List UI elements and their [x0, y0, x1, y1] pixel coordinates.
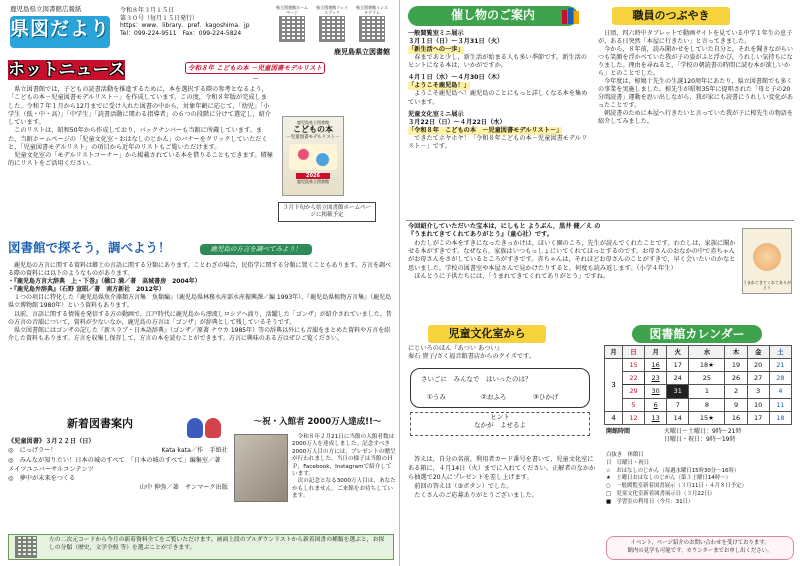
quiz-intro: にじいろのほん『あつい あつい』 — [408, 345, 503, 352]
search-section-title: 図書館で探そう，調べよう！ — [8, 240, 171, 255]
staff-body: 日頃，四六時中タブレットで動画サイトを見ている中学１年生の息子が，ある日突然「本屋に行きたい」と言ってきました。 今から，８年前，読み聞かせをしていた自分と，それを聞きながらいつも笑顔を浮かべていた我が子の姿がふと浮かび，うれしい気持ちになりました。理由を尋ねると，「学校の朝読書の時間に読む本が欲しいから」とのことでした。 今年度は，椋鳩十先生の生誕120周年にあたり，県立図書館でも多くの事業を実施しました。椋先生が昭和35年に提唱された「母と子の20分間読書」運動を思い出しながら，我が家にも読書にうれしい変化があったことです。 朝読書のために本屋へ行きたいと言っていた我が子に椋先生の物語を紹介してみました。 — [598, 30, 793, 126]
quiz-header — [408, 345, 608, 365]
new-books-footer — [8, 534, 394, 560]
new-books-footer-text: 左の二次元コードから今月の新着資料全てをご覧いただけます。画面上段のプルダウンリストから新着図書の種類を選ぶと，お探しの分類（歴史，文学全般 等）を選ぶことができます。 — [49, 537, 385, 551]
cal-day[interactable]: 17 — [667, 359, 689, 372]
exhibit-label: 児童文化室ミニ展示 — [408, 110, 464, 118]
quiz-choice[interactable]: ③ひかげ — [533, 393, 559, 401]
quiz-answer-instructions: 答えは，自分の名前，利用者カード番号を書いて，児童文化室にある箱に，４月14日（火）までに入れてください。正解者のなかから抽選で20人にプレゼントを差し上げます。 — [408, 456, 596, 481]
qr-label-facebook: 県立図書館フェイスブック — [316, 5, 348, 15]
quiz-previous-answer: 前回の答えは（③ボタン）でした。 — [408, 482, 513, 490]
cal-day[interactable]: 2 — [725, 385, 747, 398]
cover-foot: 鹿児島県立図書館 — [297, 178, 329, 184]
exhibit-period: ４月１日（水）～４月30日（木） — [408, 74, 504, 82]
book-title: ◎ 夢中が未来をつくる — [8, 475, 76, 483]
doll-icon — [187, 418, 203, 438]
publisher-label: 鹿児島県立図書館広報紙 — [10, 5, 82, 13]
cal-day[interactable]: 28 — [769, 372, 791, 385]
cover-org: 鹿児島県立図書館 — [297, 120, 329, 125]
legend-item: 白抜き 休館日 — [606, 452, 644, 458]
search-body-2: 以前，言語に関する情報を発信する方の動画で，江戸時代に鹿児島から漂流しロシアへ渡り，活躍した「ゴンザ」が紹介されていました。昔の方言の音韻について，資料が少ないなか，鹿児島の方言は「ゴンザ」が辞典として残しているそうです。 — [8, 310, 392, 326]
list-item[interactable] — [8, 456, 228, 475]
cal-day[interactable]: 22 — [622, 372, 644, 385]
visitor-photo — [234, 434, 288, 502]
legend-item: ○ 一般閲覧室新着図書展示（３月11日・４月８日予定） — [606, 483, 747, 490]
cal-day[interactable]: 5 — [622, 398, 644, 411]
qr-code-icon[interactable] — [15, 536, 37, 558]
cal-day[interactable]: 13 — [645, 411, 667, 424]
cal-day[interactable]: 21 — [769, 359, 791, 372]
cal-month: ３ — [605, 359, 623, 412]
cal-day[interactable]: 27 — [747, 372, 769, 385]
model-list-cover — [282, 116, 344, 196]
book-title: ◎ にっげラー！ — [8, 447, 57, 455]
masthead-info — [120, 7, 270, 57]
cal-day[interactable]: 18 — [769, 411, 791, 424]
search-section-pill: 鹿児島の方言を調べてみよう！ — [200, 244, 312, 255]
cal-header: 金 — [747, 346, 769, 359]
calendar-note: イベント，ページ紹介のお問い合わせを受けております。 館内の見学も可能です。カウンターまでお申し出ください。 — [606, 536, 794, 560]
exhibit-period: ３月22日（日）～４月22日（水） — [408, 118, 506, 126]
hot-news-body: 県立図書館では，子どもの読書活動を推進するために，本を選択する際の参考となるよう，「こどもの本－児童図書モデルリスト－」を作成しています。この度，令和８年版が完成しました。令和７年１月から12月までに受け入れた図書の中から，対象年齢に応じて，「幼児」「小学生（低・中・高）」「中学生」「読書活動に関わる指導者」の６つの段階に分けて選定し，紹介しています。 このリストは，昭和50年から作成しており，バックナンバーも当館に所蔵しています。また，当館ホームページの「児童文化室・おはなしのじかん」のバナーをクリックしていただくと，「児童図書モデルリスト」の項目から近年のリストもご覧いただけます。 児童文化室の「モデルリストコーナー」から掲載されている本を借りることもできます。積極的にリストをご活用ください。 — [8, 86, 273, 168]
cal-day[interactable]: 15 — [622, 359, 644, 372]
opening-hours — [606, 428, 794, 450]
recommend-section — [408, 223, 738, 323]
list-item[interactable] — [8, 446, 228, 455]
cal-day[interactable]: 15★ — [689, 411, 725, 424]
cal-day[interactable]: 20 — [747, 359, 769, 372]
qr-code-icon[interactable] — [359, 16, 385, 42]
calendar-legend — [606, 452, 794, 534]
baby-illustration — [753, 243, 781, 271]
recommend-book: 『うまれてきてくれてありがとう』（童心社）です。 — [408, 231, 553, 239]
cal-day[interactable]: 8 — [689, 398, 725, 411]
legend-item: ★ 土曜日おはなしのじかん（第３土曜日14時～） — [606, 475, 731, 482]
new-books-date: 《児童図書》３月２２日（日） — [8, 438, 95, 445]
cal-day[interactable]: 3 — [747, 385, 769, 398]
cal-header: 月 — [645, 346, 667, 359]
quiz-box — [410, 368, 590, 408]
search-section-body — [8, 262, 394, 412]
book-item: ・『鹿児島方言大辞典 上・下巻』（橋口 満／著 高城書房 2004年） — [8, 278, 201, 286]
cal-day[interactable]: 29 — [622, 385, 644, 398]
exhibit-theme: 「令和８年 こどもの本 －児童図書モデルリスト－」 — [408, 126, 563, 134]
book-title: ◎ みんなが知りたい！日本の城のすべて 「日本の城のすべて」編集室／著 メイツユニバーサルコンテンツ — [8, 456, 227, 473]
legend-item: 日 日曜日・祝日 — [606, 459, 650, 466]
phone-fax: Tel：099-224-9511 Fax：099-224-5824 — [120, 29, 242, 37]
legend-item: □ 児童文化室新着図書展示日（３月22日） — [606, 491, 715, 498]
newsletter-logo: 県図だより — [10, 16, 110, 48]
cal-day[interactable]: 6 — [645, 398, 667, 411]
hint-box — [410, 412, 590, 436]
cover-title: こどもの本 — [293, 125, 333, 134]
recommend-cover-title: うまれてきてくれてありがとう — [743, 280, 791, 290]
exhibit-desc: ようこそ鹿児島へ！鹿児島のことにもっと詳しくなる本を集めています。 — [408, 90, 588, 106]
legend-item: ☆ おはなしのじかん（毎週水曜日15時30分～16時） — [606, 467, 740, 474]
list-item[interactable] — [408, 111, 590, 151]
quiz-author: 秦石 貴子/さく福音館書店からのクイズです。 — [408, 352, 535, 360]
exhibit-desc: できたてホヤホヤ！「令和８年こどもの本－児童図書モデルリスト－」です。 — [408, 134, 588, 150]
children-title: 児童文化室から — [428, 325, 546, 343]
search-intro: 鹿児島の方言に関する資料は郷土の言語に関する分類にあります。ことわざの場合，民俗学に関する分類に置くこともあります。方言を調べる際の資料には以下のようなものがあります。 — [8, 262, 392, 278]
cal-day[interactable]: 16 — [645, 359, 667, 372]
cal-header: 火 — [667, 346, 689, 359]
cal-day[interactable]: 17 — [747, 411, 769, 424]
quiz-thanks: たくさんのご応募ありがとうございました。 — [408, 491, 538, 499]
section-divider — [406, 220, 794, 221]
hint-text: なかが よせるよ — [474, 421, 526, 430]
cal-day[interactable]: 9 — [725, 398, 747, 411]
website-url[interactable]: https：www．library．pref．kagoshima．jp — [120, 22, 250, 29]
exhibit-theme: 「ようこそ鹿児島！」 — [408, 82, 470, 90]
qr-code-icon[interactable] — [279, 16, 305, 42]
cal-header: 日 — [622, 346, 644, 359]
calendar-grid — [604, 345, 792, 425]
exhibit-desc: 春まであと少し，新生活が始まる人も多い季節です。新生活のヒントになる本は，いかがですか。 — [408, 54, 587, 70]
hot-news-subtitle: 令和８年 こどもの本 －児童図書モデルリスト－ — [185, 62, 325, 74]
cal-day[interactable]: 23 — [645, 372, 667, 385]
hours-weekday: 火曜日～土曜日：9時～21時 — [664, 428, 742, 435]
staff-title: 職員のつぶやき — [612, 7, 730, 25]
qr-label-instagram: 県立図書館インスタグラム — [356, 5, 388, 15]
cal-day[interactable]: 1 — [689, 385, 725, 398]
visitors-title: ～祝・入館者 2000万人達成!!～ — [253, 417, 382, 427]
calendar-title: 図書館カレンダー — [632, 325, 762, 343]
cover-year: 2026 — [296, 173, 330, 179]
qr-code-icon[interactable] — [319, 16, 345, 42]
cal-header: 木 — [725, 346, 747, 359]
cal-day[interactable]: 19 — [725, 359, 747, 372]
cal-month: ４ — [605, 411, 623, 424]
quiz-choice[interactable]: ①うみ — [427, 393, 446, 401]
hours-holiday: 日曜日・祝日：9時～19時 — [664, 435, 736, 443]
cal-day[interactable]: 14 — [667, 411, 689, 424]
legend-item: ■ 学習室の利用日（今月：31日） — [606, 498, 694, 505]
event-list — [408, 30, 590, 220]
cal-day[interactable]: 30 — [645, 385, 667, 398]
recommend-intro: 今回紹介していただいた宝本は，にしもと ようぶん，黒井 健／え の — [408, 223, 601, 230]
library-name: 鹿児島県立図書館 — [334, 48, 390, 56]
hot-news-title — [8, 60, 178, 82]
cal-day[interactable]: 24 — [667, 372, 689, 385]
cal-day[interactable]: 10 — [747, 398, 769, 411]
quiz-answer-section — [408, 456, 598, 560]
book-author: 山中 伸弥／著 サンマーク出版 — [139, 484, 228, 492]
cover-illustration — [289, 144, 337, 170]
recommend-cover — [742, 228, 792, 294]
cal-header: 土 — [769, 346, 791, 359]
exhibit-theme: 「新生活への一歩」 — [408, 46, 464, 54]
recommend-body: わたしがこの本をすきになったきっかけは，ほいく園のころ，先生が読んでくれたことです。わたしは，家族に聞かせる本がすきです。なぜなら，家族はいつもっしょにいてくれてほっとするのです。お母さんのおなかの中で赤ちゃんがお母さんをさがしているところがすきです。赤ちゃんは，それほどお母さんのことがすきで，早く会いたいのかなと思いました。学校の図書室や本屋さんで見かけたりすると，何度も読み返します。（小学４年生） — [408, 239, 736, 272]
cal-day[interactable]: 31 — [667, 385, 689, 398]
cal-day[interactable]: 7 — [667, 398, 689, 411]
cal-day[interactable]: 18★ — [689, 359, 725, 372]
cal-day[interactable]: 25 — [689, 372, 725, 385]
search-example: １つの項目に特化した『鹿児島県魚介藻類方言集 魚類編』（鹿児島県林務水産部水産振興課／編 1993年），『鹿児島県植物方言集』（鹿児島県立博物館 1980年）という資料もあります。 — [8, 294, 392, 310]
issue-number: 第３０号（毎月１５日発行） — [120, 14, 199, 22]
exhibit-label: 一般閲覧室ミニ展示 — [408, 30, 464, 37]
book-author: Kata kata／作 手紙社 — [161, 447, 228, 455]
cal-day[interactable]: 4 — [769, 385, 791, 398]
cal-day[interactable]: 16 — [725, 411, 747, 424]
event-section-title: 催し物のご案内 — [408, 6, 578, 26]
cal-header: 月 — [605, 346, 623, 359]
doll-icon — [205, 418, 221, 438]
quiz-question: さいごに みんなで はいったのは？ — [421, 375, 532, 383]
exhibit-period: ３月１日（日）～３月31日（火） — [408, 38, 504, 46]
list-item[interactable] — [408, 30, 590, 70]
hot-news-caption: ３月下旬から県立図書館ホームページに掲載予定 — [278, 202, 376, 222]
new-books-title: 新着図書案内 — [67, 417, 133, 430]
issue-date: 令和８年３月１５日 — [120, 7, 175, 14]
new-books-list — [8, 437, 228, 532]
recommend-outro: ほんとうに子供たちには，「うまれてきてくれてありがとう」ですね。 — [408, 273, 610, 281]
qr-label-homepage: 県立図書館ホームページ — [276, 5, 308, 15]
visitors-body: 令和８年２月21日に当館の入館者数は2000万人を達成しました。記念すべき2000万人目の方には，プレゼントの贈呈が行われました。当日の様子は当館のＨＰ，Facebook，Instagramで紹介しています。 次の記念となる3000万人目は，あなたかもしれません。ご来館をお待ちしています。 — [292, 434, 396, 499]
cal-day[interactable]: 11 — [769, 398, 791, 411]
cover-subtitle: －児童図書モデルリスト－ — [286, 135, 340, 140]
list-item[interactable] — [408, 74, 590, 106]
right-page — [400, 0, 800, 566]
hours-label: 開館時間 — [606, 428, 631, 435]
cal-day[interactable]: 12 — [622, 411, 644, 424]
list-item[interactable] — [8, 474, 228, 493]
books-icon — [560, 8, 584, 24]
book-item: ・『鹿児島弁辞典』（石野 宣昭／著 南方新社 2012年） — [8, 286, 165, 294]
cal-day[interactable]: 26 — [725, 372, 747, 385]
quiz-choice[interactable]: ②おふろ — [481, 393, 507, 401]
search-body-3: 県立図書館にはゴンザの記した『新スラブ・日本語辞典』（ゴンザ／原著 ナウカ 1985年）等の辞典以外にも音韻をまとめた資料や方言を紹介した資料もあります。方言を収集し保存して，方言の本を読むことができます。方言に興味のある方はぜひご覧ください。 — [8, 326, 391, 342]
hint-label: ヒント — [490, 413, 510, 421]
hot-news-title-text: ホットニュース — [8, 60, 126, 80]
cal-header: 水 — [689, 346, 725, 359]
